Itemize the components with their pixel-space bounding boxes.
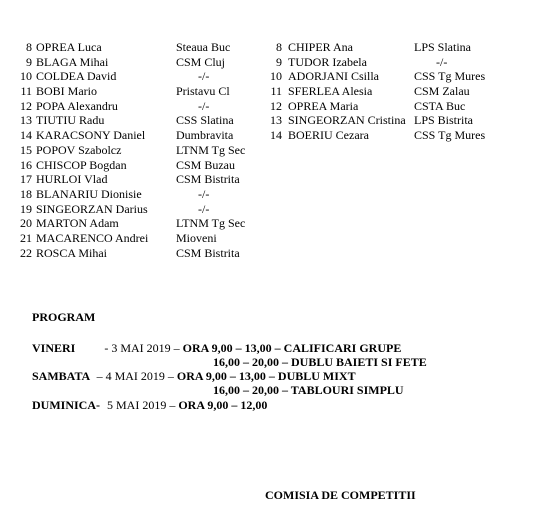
girl-row [264,69,554,84]
boy-row [14,187,284,202]
girl-row [264,40,554,55]
boy-row [14,158,284,173]
boy-name: ROSCA Mihai [36,245,108,260]
sambata-date: – 4 MAI 2019 – [96,369,174,383]
boy-number: 17 [20,172,32,187]
program-duminica-row [32,398,267,412]
girl-club: CSTA Buc [414,98,466,113]
girl-club: LPS Slatina [414,40,472,54]
boy-club: CSM Cluj [176,54,226,69]
boy-row [14,113,284,128]
girl-club: CSM Zalau [414,84,470,99]
boy-number: 21 [20,230,32,245]
boy-name: KARACSONY Daniel [36,128,146,143]
boy-row [14,40,284,55]
boy-club: LTNM Tg Sec [176,142,246,157]
boy-number: 13 [20,113,32,128]
boy-name: SINGEORZAN Darius [36,201,148,216]
girl-name: ADORJANI Csilla [288,69,380,84]
boy-number: 10 [20,69,32,84]
boy-club: Mioveni [176,230,217,245]
girl-name: SFERLEA Alesia [288,84,373,99]
vineri-day: VINERI [32,341,76,355]
girl-number: 10 [270,69,282,84]
boy-row [14,128,284,143]
boy-name: HURLOI Vlad [36,172,108,187]
girl-number: 14 [270,128,282,143]
vineri-slot-2: 16,00 – 20,00 – DUBLU BAIETI SI FETE [213,355,427,369]
program-vineri-row [32,341,401,355]
boy-club: -/- [198,69,210,84]
boy-row [14,231,284,246]
boy-club: LTNM Tg Sec [176,216,246,231]
girl-row [264,84,554,99]
boy-row [14,55,284,70]
girl-row [264,128,554,143]
vineri-date: - 3 MAI 2019 – [104,341,180,355]
boy-number: 20 [20,216,32,231]
boys-list [14,40,284,260]
boy-club: Dumbravita [176,128,234,143]
girl-name: OPREA Maria [288,98,359,113]
boy-name: OPREA Luca [36,40,102,54]
boy-club: Pristavu Cl [176,84,230,99]
boy-number: 14 [20,128,32,143]
program-vineri-row-2 [213,355,427,369]
program-sambata-row [32,369,356,383]
girl-row [264,113,554,128]
boy-name: MACARENCO Andrei [36,230,149,245]
boy-number: 12 [20,98,32,113]
boy-club: CSM Bistrita [176,172,240,187]
girl-number: 11 [270,84,282,99]
girl-number: 8 [276,40,282,54]
girl-club: CSS Tg Mures [414,69,486,84]
boy-name: BLAGA Mihai [36,54,109,69]
boy-club: CSS Slatina [176,113,234,128]
girl-row [264,55,554,70]
boy-club: CSM Buzau [176,157,236,172]
boy-row [14,99,284,114]
boy-club: CSM Bistrita [176,245,240,260]
girl-number: 13 [270,113,282,128]
boy-number: 19 [20,201,32,216]
boy-name: TIUTIU Radu [36,113,105,128]
sambata-slot-1: ORA 9,00 – 13,00 – DUBLU MIXT [176,369,356,383]
boy-row [14,84,284,99]
sambata-slot-2: 16,00 – 20,00 – TABLOURI SIMPLU [213,383,404,397]
boy-name: POPA Alexandru [36,98,118,113]
girl-club: LPS Bistrita [414,113,474,128]
boy-club: -/- [198,186,210,201]
duminica-date: 5 MAI 2019 – [107,398,176,412]
boy-row [14,202,284,217]
duminica-slot-1: ORA 9,00 – 12,00 [178,398,268,412]
boy-club: -/- [198,201,210,216]
program-heading: PROGRAM [32,310,96,324]
boy-row [14,216,284,231]
girls-list [264,40,554,143]
boy-name: MARTON Adam [36,216,119,231]
boy-club: Steaua Buc [176,40,231,54]
boy-row [14,246,284,261]
sambata-day: SAMBATA [32,369,90,383]
boy-name: BLANARIU Dionisie [36,186,142,201]
boy-number: 15 [20,142,32,157]
boy-name: COLDEA David [36,69,117,84]
committee-signature: COMISIA DE COMPETITII [265,488,416,502]
girl-name: BOERIU Cezara [288,128,369,143]
boy-number: 16 [20,157,32,172]
boy-name: POPOV Szabolcz [36,142,122,157]
boy-number: 11 [20,84,32,99]
boy-name: CHISCOP Bogdan [36,157,127,172]
girl-club: -/- [436,54,448,69]
boy-name: BOBI Mario [36,84,97,99]
boy-number: 22 [20,245,32,260]
boy-row [14,69,284,84]
boy-number: 8 [26,40,32,54]
boy-club: -/- [198,98,210,113]
girl-row [264,99,554,114]
boy-number: 9 [26,54,32,69]
program-sambata-row-2 [213,383,404,397]
duminica-day: DUMINICA- [32,398,100,412]
girl-name: TUDOR Izabela [288,54,367,69]
boy-row [14,172,284,187]
girl-club: CSS Tg Mures [414,128,486,143]
vineri-slot-1: ORA 9,00 – 13,00 – CALIFICARI GRUPE [182,341,402,355]
girl-name: CHIPER Ana [288,40,354,54]
boy-number: 18 [20,186,32,201]
girl-name: SINGEORZAN Cristina [288,113,406,128]
girl-number: 9 [276,54,282,69]
boy-row [14,143,284,158]
girl-number: 12 [270,98,282,113]
